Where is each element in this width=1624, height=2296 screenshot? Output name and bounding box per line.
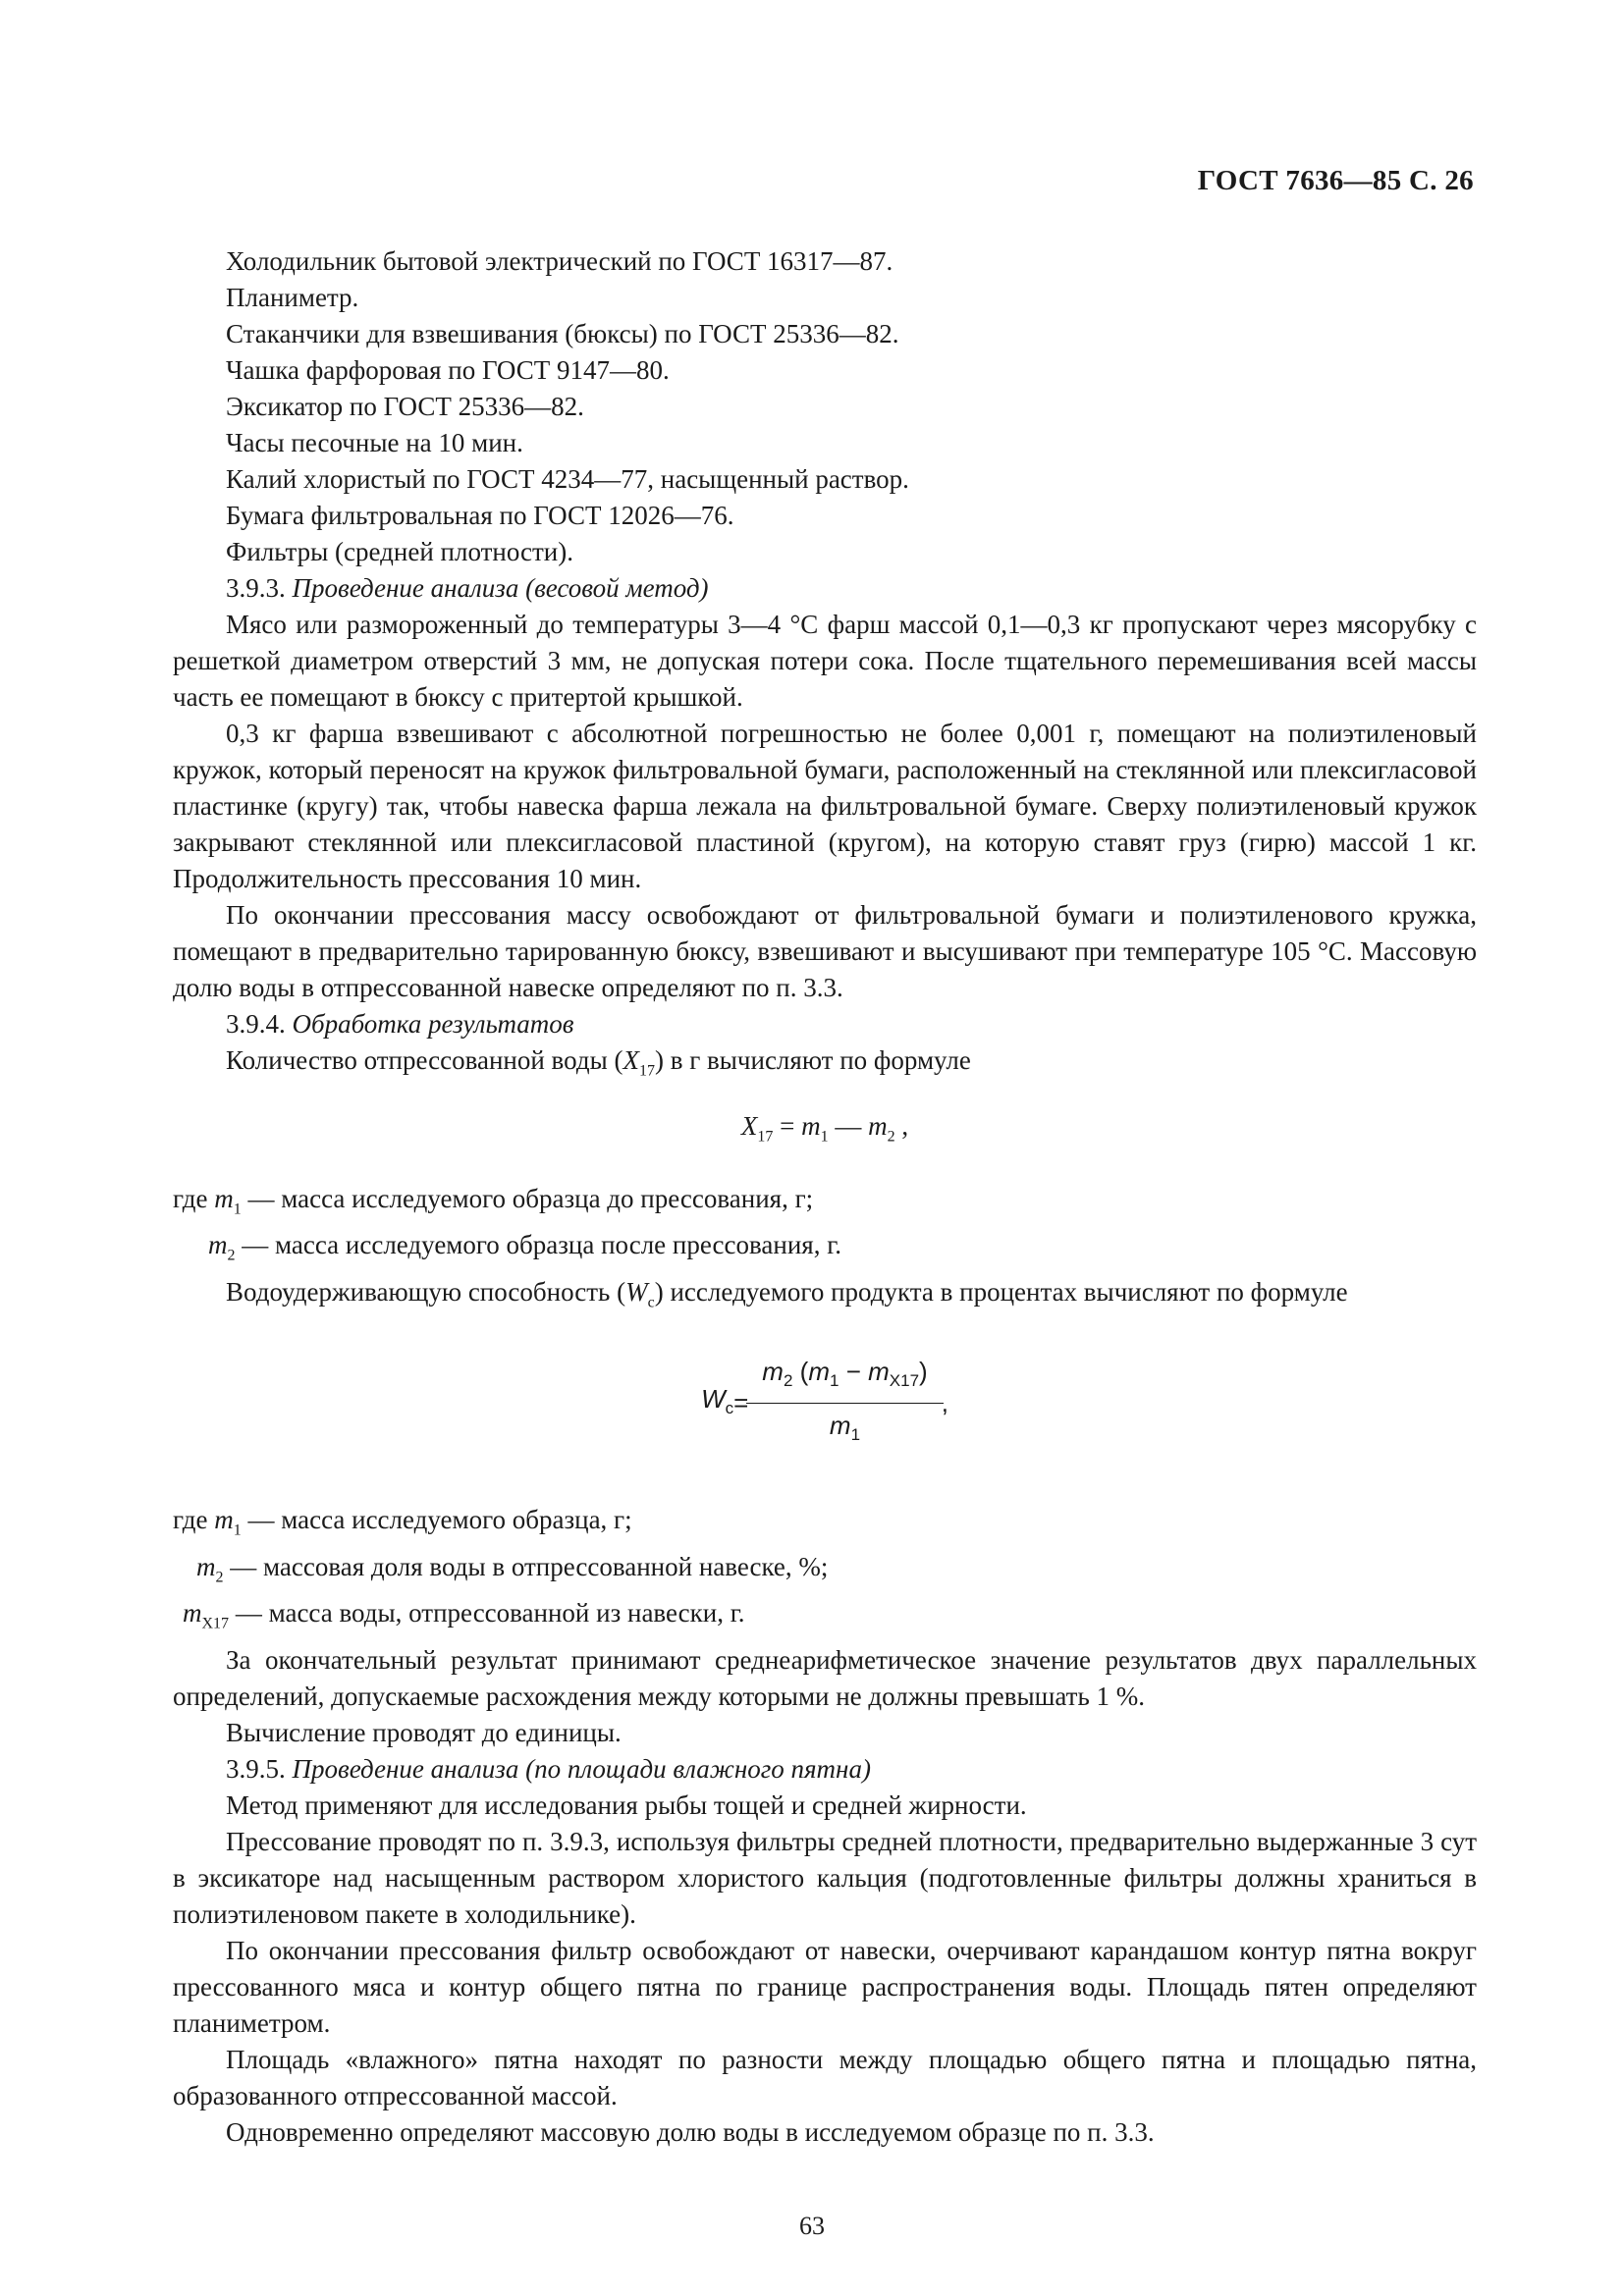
section-title: Проведение анализа (по площади влажного пятна) (292, 1753, 871, 1784)
formula-lhs: $W_с$ (701, 1383, 734, 1417)
equipment-item: Часы песочные на 10 мин. (226, 428, 523, 457)
text: Количество отпрессованной воды ( (226, 1045, 623, 1075)
document-body (173, 243, 1477, 2151)
section-heading-3-9-3 (173, 570, 1477, 607)
page-number: 63 (799, 2212, 825, 2240)
numerator: $m_2$ $(m_1 - m_{X17})$ (762, 1356, 928, 1391)
equipment-item: Чашка фарфоровая по ГОСТ 9147—80. (226, 355, 670, 385)
paragraph: Площадь «влажного» пятна находят по разности между площадью общего пятна и площадью пятна, образованного отпрессованной массой. (173, 2044, 1477, 2110)
equipment-item: Калий хлористый по ГОСТ 4234—77, насыщенный раствор. (226, 464, 909, 494)
section-heading-3-9-4 (173, 1006, 1477, 1042)
section-number: 3.9.5. (226, 1753, 286, 1784)
paragraph: Одновременно определяют массовую долю воды в исследуемом образце по п. 3.3. (226, 2116, 1155, 2147)
section-number: 3.9.4. (226, 1009, 286, 1039)
where-line: $m_2$ — массовая доля воды в отпрессованной навеске, %; (196, 1551, 829, 1586)
fraction (754, 1354, 935, 1453)
equals: = (733, 1388, 749, 1418)
formula-x17: $X_{17} = m_1$ — $m_2$ , (740, 1111, 909, 1146)
where-line: $m_2$ — масса исследуемого образца после прессования, г. (208, 1230, 841, 1264)
paragraph (173, 1042, 1477, 1089)
section-heading-3-9-5 (173, 1751, 1477, 1788)
section-title: Проведение анализа (весовой метод) (292, 573, 709, 603)
equipment-item: Бумага фильтровальная по ГОСТ 12026—76. (226, 501, 734, 530)
paragraph: Метод применяют для исследования рыбы тощей и средней жирности. (226, 1789, 1027, 1820)
formula-wc (173, 1354, 1477, 1453)
equipment-item: Холодильник бытовой электрический по ГОСТ 16317—87. (226, 246, 893, 276)
paragraph: За окончательный результат принимают среднеарифметическое значение результатов двух параллельных определений, допускаемые расхождения между которыми не должны превышать 1 %. (173, 1644, 1477, 1711)
section-number: 3.9.3. (226, 573, 286, 603)
section-title: Обработка результатов (292, 1009, 574, 1039)
denominator: $m_1$ (746, 1403, 943, 1453)
page-header: ГОСТ 7636—85 С. 26 (1197, 165, 1474, 196)
variable: $X_{17}$ (623, 1045, 655, 1080)
formula-tail: , (941, 1388, 948, 1418)
paragraph: Прессование проводят по п. 3.9.3, используя фильтры средней плотности, предварительно выдержанные 3 сут в эксикаторе над насыщенным раствором хлористого кальция (подготовленные фильтры должны храниться в полиэтиленовом пакете в холодильнике). (173, 1826, 1477, 1929)
paragraph: 0,3 кг фарша взвешивают с абсолютной погрешностью не более 0,001 г, помещают на полиэтиленовый кружок, который переносят на кружок фильтровальной бумаги, расположенный на стеклянной или плексигласовой пластинке (кругу) так, чтобы навеска фарша лежала на фильтровальной бумаге. Сверху полиэтиленовый кружок закрывают стеклянной или плексигласовой пластиной (кругом), на которую ставят груз (гирю) массой 1 кг. Продолжительность прессования 10 мин. (173, 719, 1477, 893)
paragraph: Водоудерживающую способность $(W_с)$ исследуемого продукта в процентах вычисляют по формуле (226, 1276, 1348, 1310)
equipment-item: Планиметр. (226, 283, 359, 312)
where-line: где $m_1$ — масса исследуемого образца, г; (173, 1505, 632, 1539)
paragraph: По окончании прессования массу освобождают от фильтровальной бумаги и полиэтиленового кружка, помещают в предварительно тарированную бюксу, взвешивают и высушивают при температуре 105 °С. Массовую долю воды в отпрессованной навеске определяют по п. 3.3. (173, 900, 1477, 1002)
paragraph: Мясо или размороженный до температуры 3—4 °С фарш массой 0,1—0,3 кг пропускают через мясорубку с решеткой диаметром отверстий 3 мм, не допуская потери сока. После тщательного перемешивания всей массы часть ее помещают в бюксу с притертой крышкой. (173, 610, 1477, 712)
paragraph: По окончании прессования фильтр освобождают от навески, очерчивают карандашом контур пятна вокруг прессованного мяса и контур общего пятна по границе распространения воды. Площадь пятен определяют планиметром. (173, 1935, 1477, 2038)
where-line: $m_{X17}$ — масса воды, отпрессованной из навески, г. (183, 1598, 745, 1632)
equipment-item: Фильтры (средней плотности). (226, 537, 573, 566)
text: ) в г вычисляют по формуле (654, 1045, 971, 1075)
equipment-item: Стаканчики для взвешивания (бюксы) по ГОСТ 25336—82. (226, 319, 899, 348)
equipment-item: Эксикатор по ГОСТ 25336—82. (226, 392, 584, 421)
where-line: где $m_1$ — масса исследуемого образца до прессования, г; (173, 1183, 814, 1218)
paragraph: Вычисление проводят до единицы. (226, 1717, 622, 1747)
